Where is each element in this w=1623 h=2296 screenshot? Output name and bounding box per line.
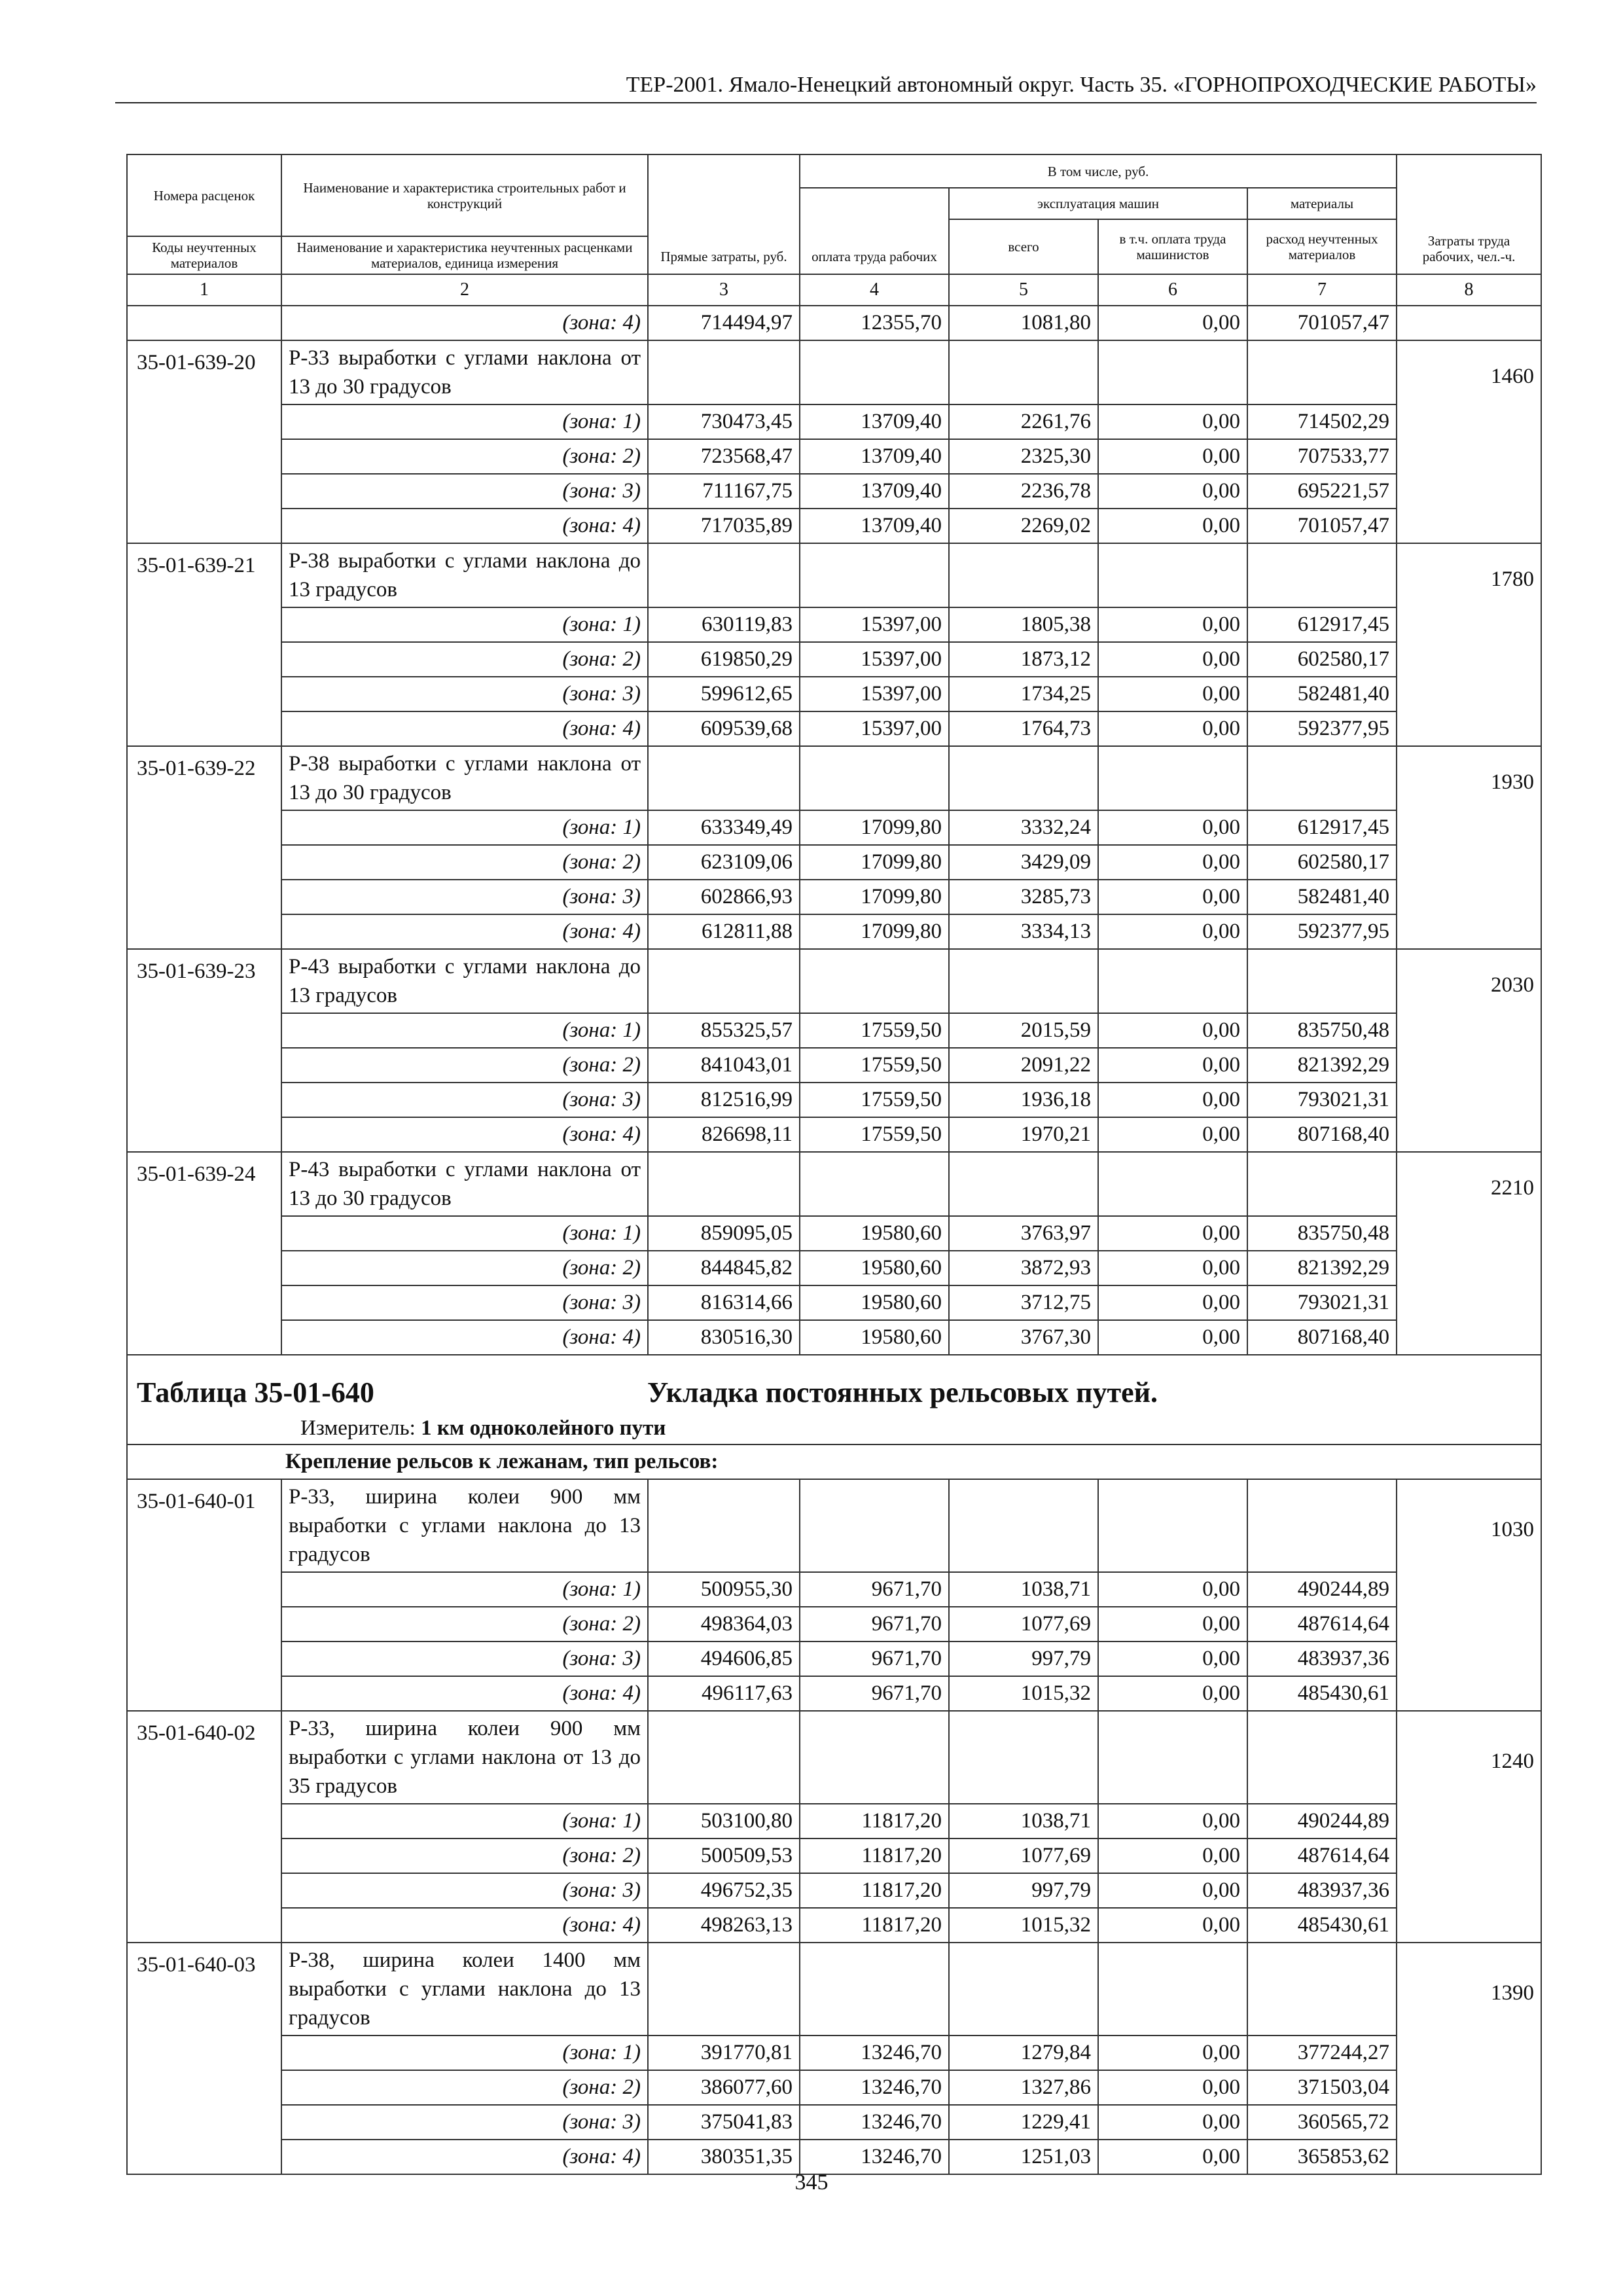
zone-label: (зона: 4) bbox=[281, 1117, 648, 1152]
operators-cost: 0,00 bbox=[1098, 810, 1247, 845]
materials-cost: 807168,40 bbox=[1247, 1320, 1397, 1355]
zone-row bbox=[127, 1908, 1541, 1943]
wage-cost: 19580,60 bbox=[800, 1285, 949, 1320]
zone-label: (зона: 2) bbox=[281, 1607, 648, 1641]
zone-row bbox=[127, 607, 1541, 642]
labor-cost: 1240 bbox=[1397, 1711, 1541, 1943]
wage-cost: 15397,00 bbox=[800, 607, 949, 642]
machines-cost: 1327,86 bbox=[949, 2070, 1098, 2105]
zone-row bbox=[127, 810, 1541, 845]
labor-cost: 1460 bbox=[1397, 340, 1541, 543]
zone-label: (зона: 3) bbox=[281, 1285, 648, 1320]
operators-cost: 0,00 bbox=[1098, 1320, 1247, 1355]
zone-label: (зона: 3) bbox=[281, 1873, 648, 1908]
operators-cost: 0,00 bbox=[1098, 2105, 1247, 2140]
machines-cost: 1873,12 bbox=[949, 642, 1098, 677]
materials-cost: 371503,04 bbox=[1247, 2070, 1397, 2105]
zone-row bbox=[127, 711, 1541, 746]
zone-label: (зона: 2) bbox=[281, 1251, 648, 1285]
machines-cost: 3285,73 bbox=[949, 880, 1098, 914]
materials-cost: 835750,48 bbox=[1247, 1216, 1397, 1251]
operators-cost: 0,00 bbox=[1098, 914, 1247, 949]
machines-cost: 1734,25 bbox=[949, 677, 1098, 711]
zone-label: (зона: 1) bbox=[281, 810, 648, 845]
table-section-header bbox=[127, 1355, 1541, 1479]
zone-label: (зона: 4) bbox=[281, 2140, 648, 2174]
column-number: 7 bbox=[1247, 274, 1397, 306]
page-number: 345 bbox=[794, 2170, 829, 2195]
table-header bbox=[127, 154, 1541, 306]
zone-row bbox=[127, 1320, 1541, 1355]
direct-cost: 599612,65 bbox=[648, 677, 800, 711]
wage-cost: 15397,00 bbox=[800, 711, 949, 746]
entry-row bbox=[127, 543, 1541, 607]
work-description: Р-38 выработки с углами наклона до 13 градусов bbox=[281, 543, 648, 607]
wage-cost: 17559,50 bbox=[800, 1013, 949, 1048]
direct-cost: 630119,83 bbox=[648, 607, 800, 642]
zone-label: (зона: 4) bbox=[281, 509, 648, 543]
table-body-part-a bbox=[127, 306, 1541, 1355]
labor-cost: 2030 bbox=[1397, 949, 1541, 1152]
column-number: 6 bbox=[1098, 274, 1247, 306]
wage-cost: 19580,60 bbox=[800, 1216, 949, 1251]
work-description: Р-43 выработки с углами наклона до 13 градусов bbox=[281, 949, 648, 1013]
direct-cost: 826698,11 bbox=[648, 1117, 800, 1152]
column-numbers-row bbox=[127, 274, 1541, 306]
machines-cost: 997,79 bbox=[949, 1873, 1098, 1908]
direct-cost: 619850,29 bbox=[648, 642, 800, 677]
rate-code: 35-01-639-20 bbox=[127, 340, 281, 543]
subheading: Крепление рельсов к лежанам, тип рельсов: bbox=[281, 1444, 1541, 1479]
operators-cost: 0,00 bbox=[1098, 1013, 1247, 1048]
wage-cost: 9671,70 bbox=[800, 1572, 949, 1607]
materials-cost: 483937,36 bbox=[1247, 1873, 1397, 1908]
zone-row bbox=[127, 1572, 1541, 1607]
zone-row bbox=[127, 2036, 1541, 2070]
wage-cost: 13246,70 bbox=[800, 2036, 949, 2070]
materials-cost: 695221,57 bbox=[1247, 474, 1397, 509]
machines-cost: 3763,97 bbox=[949, 1216, 1098, 1251]
zone-row bbox=[127, 2070, 1541, 2105]
machines-cost: 1038,71 bbox=[949, 1572, 1098, 1607]
col2-header-top: Наименование и характеристика строительных работ и конструкций bbox=[281, 154, 648, 236]
machines-cost: 1038,71 bbox=[949, 1804, 1098, 1839]
operators-cost: 0,00 bbox=[1098, 1216, 1247, 1251]
machines-cost: 1936,18 bbox=[949, 1083, 1098, 1117]
zone-label: (зона: 4) bbox=[281, 711, 648, 746]
zone-row bbox=[127, 1285, 1541, 1320]
rate-code: 35-01-639-21 bbox=[127, 543, 281, 746]
operators-cost: 0,00 bbox=[1098, 1285, 1247, 1320]
zone-label: (зона: 2) bbox=[281, 2070, 648, 2105]
table-row: (зона: 4) 714494,97 12355,70 1081,80 0,00 701057,47 bbox=[127, 306, 1541, 340]
rate-code: 35-01-639-23 bbox=[127, 949, 281, 1152]
operators-cost: 0,00 bbox=[1098, 1804, 1247, 1839]
machines-cost: 2261,76 bbox=[949, 404, 1098, 439]
col1-header-top: Номера расценок bbox=[127, 154, 281, 236]
zone-row bbox=[127, 1083, 1541, 1117]
wage-cost: 17559,50 bbox=[800, 1083, 949, 1117]
wage-cost: 9671,70 bbox=[800, 1676, 949, 1711]
direct-cost: 730473,45 bbox=[648, 404, 800, 439]
operators-cost: 0,00 bbox=[1098, 1048, 1247, 1083]
materials-cost: 835750,48 bbox=[1247, 1013, 1397, 1048]
operators-cost: 0,00 bbox=[1098, 509, 1247, 543]
machines-cost: 1015,32 bbox=[949, 1676, 1098, 1711]
wage-cost: 13246,70 bbox=[800, 2105, 949, 2140]
zone-row bbox=[127, 509, 1541, 543]
materials-cost: 487614,64 bbox=[1247, 1607, 1397, 1641]
operators-cost: 0,00 bbox=[1098, 1607, 1247, 1641]
rate-code: 35-01-639-22 bbox=[127, 746, 281, 949]
work-description: Р-33, ширина колеи 900 мм выработки с углами наклона от 13 до 35 градусов bbox=[281, 1711, 648, 1804]
materials-cost: 490244,89 bbox=[1247, 1804, 1397, 1839]
materials-cost: 602580,17 bbox=[1247, 642, 1397, 677]
zone-row bbox=[127, 1873, 1541, 1908]
zone-row bbox=[127, 1048, 1541, 1083]
zone-label: (зона: 3) bbox=[281, 1641, 648, 1676]
wage-cost: 11817,20 bbox=[800, 1839, 949, 1873]
direct-cost: 612811,88 bbox=[648, 914, 800, 949]
table-title-cell bbox=[127, 1355, 1541, 1444]
direct-cost: 498263,13 bbox=[648, 1908, 800, 1943]
zone-row bbox=[127, 1251, 1541, 1285]
wage-cost: 15397,00 bbox=[800, 677, 949, 711]
direct-cost: 386077,60 bbox=[648, 2070, 800, 2105]
zone-label: (зона: 3) bbox=[281, 880, 648, 914]
labor-cost: 1930 bbox=[1397, 746, 1541, 949]
direct-cost: 633349,49 bbox=[648, 810, 800, 845]
machines-cost: 997,79 bbox=[949, 1641, 1098, 1676]
wage-cost: 13246,70 bbox=[800, 2140, 949, 2174]
operators-cost: 0,00 bbox=[1098, 474, 1247, 509]
zone-label: (зона: 1) bbox=[281, 1013, 648, 1048]
col4-header: оплата труда рабочих bbox=[800, 188, 949, 274]
direct-cost: 609539,68 bbox=[648, 711, 800, 746]
zone-label: (зона: 2) bbox=[281, 439, 648, 474]
zone-label: (зона: 4) bbox=[281, 1676, 648, 1711]
operators-cost: 0,00 bbox=[1098, 845, 1247, 880]
zone-label: (зона: 2) bbox=[281, 845, 648, 880]
operators-cost: 0,00 bbox=[1098, 1839, 1247, 1873]
zone-label: (зона: 1) bbox=[281, 607, 648, 642]
operators-cost: 0,00 bbox=[1098, 2140, 1247, 2174]
col7-header: расход неучтенных материалов bbox=[1247, 219, 1397, 274]
column-number: 3 bbox=[648, 274, 800, 306]
wage-cost: 11817,20 bbox=[800, 1873, 949, 1908]
direct-cost: 500509,53 bbox=[648, 1839, 800, 1873]
rates-table bbox=[126, 154, 1542, 2175]
operators-cost: 0,00 bbox=[1098, 2036, 1247, 2070]
materials-cost: 592377,95 bbox=[1247, 711, 1397, 746]
machines-cost: 3712,75 bbox=[949, 1285, 1098, 1320]
operators-cost: 0,00 bbox=[1098, 607, 1247, 642]
zone-label: (зона: 4) bbox=[281, 1320, 648, 1355]
wage-cost: 17559,50 bbox=[800, 1048, 949, 1083]
machines-cost: 3332,24 bbox=[949, 810, 1098, 845]
zone-row bbox=[127, 1839, 1541, 1873]
entry-row bbox=[127, 1152, 1541, 1216]
direct-cost: 723568,47 bbox=[648, 439, 800, 474]
zone-row bbox=[127, 439, 1541, 474]
machines-cost: 3872,93 bbox=[949, 1251, 1098, 1285]
direct-cost: 503100,80 bbox=[648, 1804, 800, 1839]
col5-header: всего bbox=[949, 219, 1098, 274]
entry-row bbox=[127, 1943, 1541, 2036]
col8-header: Затраты труда рабочих, чел.-ч. bbox=[1397, 154, 1541, 274]
zone-row bbox=[127, 642, 1541, 677]
materials-cost: 485430,61 bbox=[1247, 1908, 1397, 1943]
labor-cost: 1030 bbox=[1397, 1479, 1541, 1711]
direct-cost: 500955,30 bbox=[648, 1572, 800, 1607]
direct-cost: 859095,05 bbox=[648, 1216, 800, 1251]
materials-header: материалы bbox=[1247, 188, 1397, 219]
operators-cost: 0,00 bbox=[1098, 1251, 1247, 1285]
machines-cost: 1251,03 bbox=[949, 2140, 1098, 2174]
materials-cost: 807168,40 bbox=[1247, 1117, 1397, 1152]
zone-row bbox=[127, 474, 1541, 509]
column-number: 2 bbox=[281, 274, 648, 306]
direct-cost: 711167,75 bbox=[648, 474, 800, 509]
machines-cost: 1077,69 bbox=[949, 1839, 1098, 1873]
machines-cost: 2325,30 bbox=[949, 439, 1098, 474]
direct-cost: 496117,63 bbox=[648, 1676, 800, 1711]
wage-cost: 15397,00 bbox=[800, 642, 949, 677]
materials-cost: 612917,45 bbox=[1247, 607, 1397, 642]
machines-cost: 3767,30 bbox=[949, 1320, 1098, 1355]
rate-code: 35-01-640-01 bbox=[127, 1479, 281, 1711]
machines-cost: 1279,84 bbox=[949, 2036, 1098, 2070]
materials-cost: 360565,72 bbox=[1247, 2105, 1397, 2140]
materials-cost: 821392,29 bbox=[1247, 1251, 1397, 1285]
operators-cost: 0,00 bbox=[1098, 711, 1247, 746]
column-number: 1 bbox=[127, 274, 281, 306]
zone-row bbox=[127, 1641, 1541, 1676]
machines-cost: 2091,22 bbox=[949, 1048, 1098, 1083]
zone-label: (зона: 2) bbox=[281, 642, 648, 677]
col1-header-bottom: Коды неучтенных материалов bbox=[127, 236, 281, 274]
wage-cost: 17099,80 bbox=[800, 914, 949, 949]
wage-cost: 13709,40 bbox=[800, 404, 949, 439]
direct-cost: 375041,83 bbox=[648, 2105, 800, 2140]
materials-cost: 490244,89 bbox=[1247, 1572, 1397, 1607]
work-description: Р-33, ширина колеи 900 мм выработки с углами наклона до 13 градусов bbox=[281, 1479, 648, 1572]
materials-cost: 612917,45 bbox=[1247, 810, 1397, 845]
entry-row bbox=[127, 1479, 1541, 1572]
operators-cost: 0,00 bbox=[1098, 642, 1247, 677]
entry-row bbox=[127, 746, 1541, 810]
wage-cost: 17559,50 bbox=[800, 1117, 949, 1152]
direct-cost: 855325,57 bbox=[648, 1013, 800, 1048]
direct-cost: 717035,89 bbox=[648, 509, 800, 543]
col2-header-bottom: Наименование и характеристика неучтенных расценками материалов, единица измерения bbox=[281, 236, 648, 274]
work-description: Р-38 выработки с углами наклона от 13 до 30 градусов bbox=[281, 746, 648, 810]
materials-cost: 487614,64 bbox=[1247, 1839, 1397, 1873]
direct-cost: 841043,01 bbox=[648, 1048, 800, 1083]
zone-label: (зона: 3) bbox=[281, 2105, 648, 2140]
work-description: Р-43 выработки с углами наклона от 13 до 30 градусов bbox=[281, 1152, 648, 1216]
column-number: 4 bbox=[800, 274, 949, 306]
zone-row bbox=[127, 1117, 1541, 1152]
direct-cost: 812516,99 bbox=[648, 1083, 800, 1117]
direct-cost: 816314,66 bbox=[648, 1285, 800, 1320]
wage-cost: 11817,20 bbox=[800, 1804, 949, 1839]
machines-cost: 2015,59 bbox=[949, 1013, 1098, 1048]
labor-cost: 1390 bbox=[1397, 1943, 1541, 2174]
zone-row bbox=[127, 845, 1541, 880]
materials-cost: 701057,47 bbox=[1247, 509, 1397, 543]
zone-label: (зона: 2) bbox=[281, 1048, 648, 1083]
col3-header: Прямые затраты, руб. bbox=[648, 154, 800, 274]
wage-cost: 13246,70 bbox=[800, 2070, 949, 2105]
materials-cost: 602580,17 bbox=[1247, 845, 1397, 880]
operators-cost: 0,00 bbox=[1098, 439, 1247, 474]
materials-cost: 582481,40 bbox=[1247, 677, 1397, 711]
materials-cost: 821392,29 bbox=[1247, 1048, 1397, 1083]
wage-cost: 13709,40 bbox=[800, 439, 949, 474]
zone-row bbox=[127, 2105, 1541, 2140]
machines-cost: 1077,69 bbox=[949, 1607, 1098, 1641]
operators-cost: 0,00 bbox=[1098, 1572, 1247, 1607]
wage-cost: 19580,60 bbox=[800, 1251, 949, 1285]
direct-cost: 844845,82 bbox=[648, 1251, 800, 1285]
zone-row bbox=[127, 1216, 1541, 1251]
wage-cost: 13709,40 bbox=[800, 509, 949, 543]
direct-cost: 496752,35 bbox=[648, 1873, 800, 1908]
materials-cost: 483937,36 bbox=[1247, 1641, 1397, 1676]
operators-cost: 0,00 bbox=[1098, 677, 1247, 711]
entry-row bbox=[127, 949, 1541, 1013]
page-header: ТЕР-2001. Ямало-Ненецкий автономный округ. Часть 35. «ГОРНОПРОХОДЧЕСКИЕ РАБОТЫ» bbox=[115, 71, 1537, 103]
materials-cost: 582481,40 bbox=[1247, 880, 1397, 914]
zone-row bbox=[127, 2140, 1541, 2174]
materials-cost: 793021,31 bbox=[1247, 1083, 1397, 1117]
zone-label: (зона: 1) bbox=[281, 1572, 648, 1607]
zone-row bbox=[127, 914, 1541, 949]
operators-cost: 0,00 bbox=[1098, 2070, 1247, 2105]
operators-cost: 0,00 bbox=[1098, 1083, 1247, 1117]
direct-cost: 380351,35 bbox=[648, 2140, 800, 2174]
work-description: Р-33 выработки с углами наклона от 13 до 30 градусов bbox=[281, 340, 648, 404]
column-number: 5 bbox=[949, 274, 1098, 306]
wage-cost: 11817,20 bbox=[800, 1908, 949, 1943]
meter-line: Измеритель: 1 км одноколейного пути bbox=[300, 1416, 666, 1440]
col6-header: в т.ч. оплата труда машинистов bbox=[1098, 219, 1247, 274]
materials-cost: 707533,77 bbox=[1247, 439, 1397, 474]
wage-cost: 13709,40 bbox=[800, 474, 949, 509]
machines-cost: 2269,02 bbox=[949, 509, 1098, 543]
operators-cost: 0,00 bbox=[1098, 1117, 1247, 1152]
machines-cost: 3429,09 bbox=[949, 845, 1098, 880]
zone-row bbox=[127, 1676, 1541, 1711]
machines-cost: 3334,13 bbox=[949, 914, 1098, 949]
zone-row bbox=[127, 880, 1541, 914]
operators-cost: 0,00 bbox=[1098, 1873, 1247, 1908]
operators-cost: 0,00 bbox=[1098, 1641, 1247, 1676]
table-name: Укладка постоянных рельсовых путей. bbox=[647, 1376, 1158, 1408]
zone-label: (зона: 4) bbox=[281, 914, 648, 949]
rate-code: 35-01-640-03 bbox=[127, 1943, 281, 2174]
wage-cost: 17099,80 bbox=[800, 810, 949, 845]
table-body-part-b bbox=[127, 1479, 1541, 2174]
zone-label: (зона: 3) bbox=[281, 1083, 648, 1117]
labor-cost: 1780 bbox=[1397, 543, 1541, 746]
machines-cost: 1764,73 bbox=[949, 711, 1098, 746]
materials-cost: 793021,31 bbox=[1247, 1285, 1397, 1320]
entry-row bbox=[127, 1711, 1541, 1804]
zone-row bbox=[127, 1013, 1541, 1048]
table-number: Таблица 35-01-640 bbox=[137, 1376, 374, 1408]
machines-header: эксплуатация машин bbox=[949, 188, 1247, 219]
wage-cost: 9671,70 bbox=[800, 1641, 949, 1676]
direct-cost: 494606,85 bbox=[648, 1641, 800, 1676]
materials-cost: 377244,27 bbox=[1247, 2036, 1397, 2070]
direct-cost: 602866,93 bbox=[648, 880, 800, 914]
zone-row bbox=[127, 404, 1541, 439]
operators-cost: 0,00 bbox=[1098, 880, 1247, 914]
machines-cost: 1805,38 bbox=[949, 607, 1098, 642]
zone-row bbox=[127, 1804, 1541, 1839]
column-number: 8 bbox=[1397, 274, 1541, 306]
zone-label: (зона: 4) bbox=[281, 1908, 648, 1943]
wage-cost: 17099,80 bbox=[800, 845, 949, 880]
zone-label: (зона: 2) bbox=[281, 1839, 648, 1873]
direct-cost: 830516,30 bbox=[648, 1320, 800, 1355]
rate-code: 35-01-640-02 bbox=[127, 1711, 281, 1943]
zone-row bbox=[127, 677, 1541, 711]
zone-label: (зона: 1) bbox=[281, 1216, 648, 1251]
zone-label: (зона: 3) bbox=[281, 474, 648, 509]
zone-label: (зона: 1) bbox=[281, 1804, 648, 1839]
zone-label: (зона: 1) bbox=[281, 404, 648, 439]
direct-cost: 623109,06 bbox=[648, 845, 800, 880]
operators-cost: 0,00 bbox=[1098, 404, 1247, 439]
zone-row bbox=[127, 1607, 1541, 1641]
materials-cost: 365853,62 bbox=[1247, 2140, 1397, 2174]
wage-cost: 9671,70 bbox=[800, 1607, 949, 1641]
machines-cost: 1229,41 bbox=[949, 2105, 1098, 2140]
wage-cost: 17099,80 bbox=[800, 880, 949, 914]
labor-cost: 2210 bbox=[1397, 1152, 1541, 1355]
rate-code: 35-01-639-24 bbox=[127, 1152, 281, 1355]
machines-cost: 1015,32 bbox=[949, 1908, 1098, 1943]
materials-cost: 592377,95 bbox=[1247, 914, 1397, 949]
machines-cost: 2236,78 bbox=[949, 474, 1098, 509]
zone-label: (зона: 3) bbox=[281, 677, 648, 711]
entry-row bbox=[127, 340, 1541, 404]
machines-cost: 1970,21 bbox=[949, 1117, 1098, 1152]
operators-cost: 0,00 bbox=[1098, 1908, 1247, 1943]
materials-cost: 714502,29 bbox=[1247, 404, 1397, 439]
direct-cost: 391770,81 bbox=[648, 2036, 800, 2070]
operators-cost: 0,00 bbox=[1098, 1676, 1247, 1711]
materials-cost: 485430,61 bbox=[1247, 1676, 1397, 1711]
group-header: В том числе, руб. bbox=[800, 154, 1397, 188]
zone-label: (зона: 1) bbox=[281, 2036, 648, 2070]
work-description: Р-38, ширина колеи 1400 мм выработки с углами наклона до 13 градусов bbox=[281, 1943, 648, 2036]
wage-cost: 19580,60 bbox=[800, 1320, 949, 1355]
direct-cost: 498364,03 bbox=[648, 1607, 800, 1641]
